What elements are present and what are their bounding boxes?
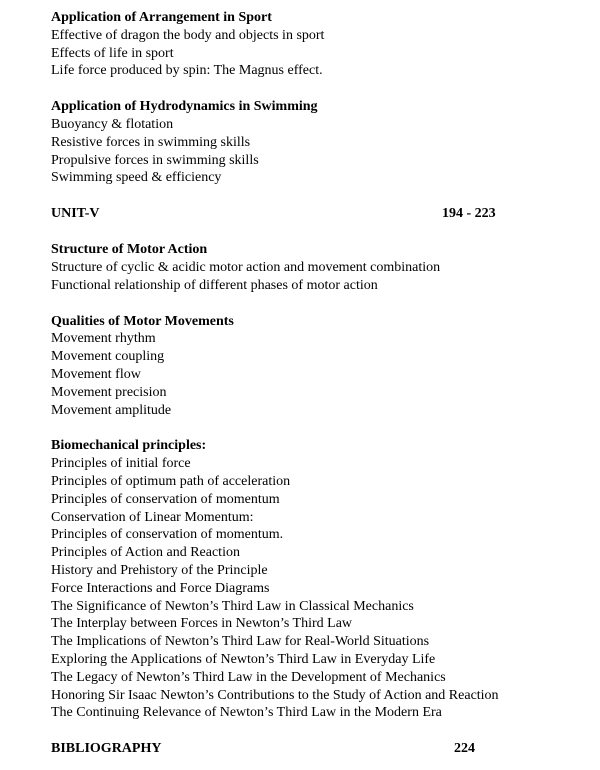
toc-item: The Continuing Relevance of Newton’s Third Law in the Modern Era (51, 705, 442, 721)
section-heading: Qualities of Motor Movements (51, 313, 234, 329)
bibliography-label: BIBLIOGRAPHY (51, 741, 162, 757)
section-heading: Application of Hydrodynamics in Swimming (51, 99, 318, 115)
toc-item: Structure of cyclic & acidic motor action and movement combination (51, 259, 441, 275)
toc-item: The Significance of Newton’s Third Law in Classical Mechanics (51, 598, 414, 614)
toc-item: Principles of initial force (51, 456, 191, 472)
toc-item: Principles of conservation of momentum. (51, 527, 284, 543)
toc-item: Effects of life in sport (51, 45, 174, 61)
toc-item: Movement flow (51, 366, 141, 382)
spacer (51, 223, 571, 241)
toc-item: Functional relationship of different phases of motor action (51, 277, 378, 293)
toc-item: Buoyancy & flotation (51, 116, 174, 132)
toc-item: Swimming speed & efficiency (51, 170, 222, 186)
unit-page-range: 194 - 223 (442, 206, 496, 222)
toc-section-arrangement (51, 9, 571, 80)
toc-item: Life force produced by spin: The Magnus effect. (51, 63, 323, 79)
toc-item: Force Interactions and Force Diagrams (51, 580, 270, 596)
spacer (51, 187, 571, 205)
toc-item: Principles of Action and Reaction (51, 545, 240, 561)
spacer (51, 722, 571, 740)
section-heading: Application of Arrangement in Sport (51, 10, 272, 25)
toc-section-motor-movements (51, 313, 571, 420)
table-of-contents-page (51, 9, 571, 758)
toc-item: Honoring Sir Isaac Newton’s Contributions to the Study of Action and Reaction (51, 687, 499, 703)
toc-item: Principles of conservation of momentum (51, 491, 280, 507)
toc-item: The Legacy of Newton’s Third Law in the Development of Mechanics (51, 669, 446, 685)
toc-item: Movement rhythm (51, 331, 156, 347)
section-heading: Biomechanical principles: (51, 438, 207, 454)
toc-section-hydrodynamics (51, 98, 571, 187)
toc-item: Movement amplitude (51, 402, 172, 418)
unit-label: UNIT-V (51, 206, 100, 222)
toc-item: The Interplay between Forces in Newton’s Third Law (51, 616, 353, 632)
toc-item: Exploring the Applications of Newton’s Third Law in Everyday Life (51, 651, 436, 667)
toc-item: The Implications of Newton’s Third Law for Real-World Situations (51, 634, 430, 650)
toc-item: Movement precision (51, 384, 167, 400)
spacer (51, 419, 571, 437)
toc-item: Resistive forces in swimming skills (51, 134, 251, 150)
toc-item: Movement coupling (51, 349, 165, 365)
section-heading: Structure of Motor Action (51, 242, 208, 258)
spacer (51, 80, 571, 98)
unit-heading-row (51, 205, 571, 223)
toc-item: Conservation of Linear Momentum: (51, 509, 254, 525)
toc-item: Effective of dragon the body and objects in sport (51, 27, 325, 43)
bibliography-page: 224 (454, 741, 475, 757)
spacer (51, 295, 571, 313)
toc-item: Propulsive forces in swimming skills (51, 152, 259, 168)
toc-item: History and Prehistory of the Principle (51, 562, 268, 578)
toc-section-biomechanical-principles (51, 437, 571, 722)
toc-section-motor-action (51, 241, 571, 294)
toc-item: Principles of optimum path of acceleration (51, 473, 291, 489)
bibliography-row (51, 740, 571, 758)
